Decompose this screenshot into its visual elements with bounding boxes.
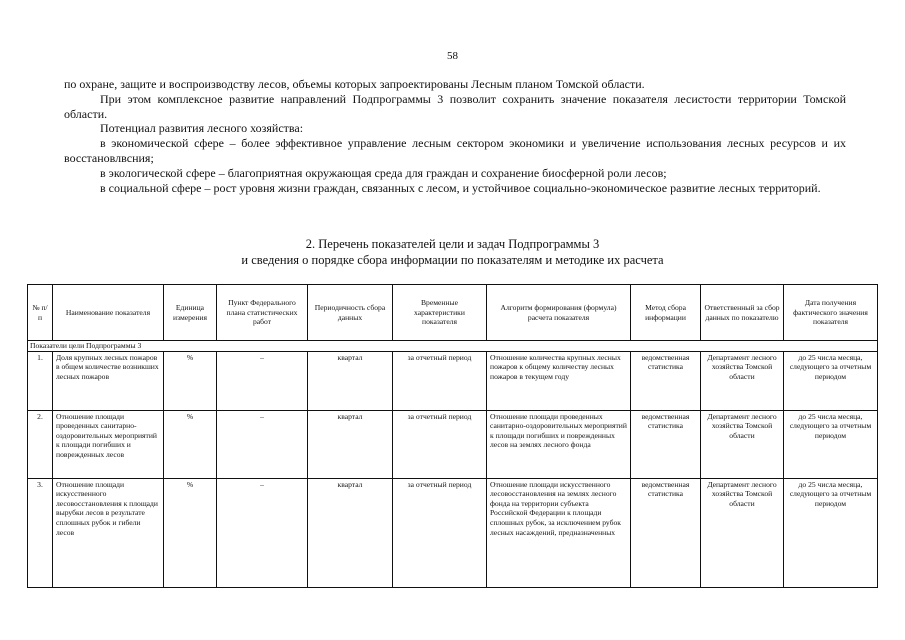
section-title-line-2: и сведения о порядке сбора информации по показателям и методике их расчета [241,253,664,267]
cell-number: 3. [28,478,53,587]
cell-name: Отношение площади искусственного лесовосстановления к площади вырубки лесов в результате сплошных рубок и гибели лесов [53,478,164,587]
cell-number: 1. [28,351,53,410]
column-header: Периодичность сбора данных [308,285,393,341]
cell-unit: % [164,478,217,587]
cell-name: Доля крупных лесных пожаров в общем количестве возникших лесных пожаров [53,351,164,410]
cell-algorithm: Отношение площади проведенных санитарно-оздоровительных мероприятий к площади погибших и поврежденных лесов на землях лесного фонда [487,410,631,478]
section-title [0,236,905,268]
paragraph: Потенциал развития лесного хозяйства: [100,121,304,136]
table-row [28,478,878,587]
cell-number: 2. [28,410,53,478]
cell-periodicity: квартал [308,410,393,478]
column-header: Наименование показателя [53,285,164,341]
cell-date: до 25 числа месяца, следующего за отчетным периодом [784,478,878,587]
cell-time-characteristic: за отчетный период [393,410,487,478]
column-header: № п/п [28,285,53,341]
cell-unit: % [164,410,217,478]
cell-name: Отношение площади проведенных санитарно-оздоровительных мероприятий к площади погибших и поврежденных лесов [53,410,164,478]
column-header: Алгоритм формирования (формула) расчета показателя [487,285,631,341]
cell-periodicity: квартал [308,351,393,410]
page-number: 58 [447,50,458,62]
cell-responsible: Департамент лесного хозяйства Томской области [701,351,784,410]
table-header-row [28,285,878,341]
paragraph: При этом комплексное развитие направлений Подпрограммы 3 позволит сохранить значение показателя лесистости территории Томской области. [64,91,846,121]
cell-unit: % [164,351,217,410]
cell-periodicity: квартал [308,478,393,587]
body-text [64,77,846,195]
cell-plan-item: – [217,478,308,587]
cell-method: ведомственная статистика [631,351,701,410]
paragraph: в социальной сфере – рост уровня жизни граждан, связанных с лесом, и устойчивое социально-экономическое развитие лесных территорий. [100,180,821,195]
column-header: Временные характеристики показателя [393,285,487,341]
table-row [28,351,878,410]
cell-date: до 25 числа месяца, следующего за отчетным периодом [784,351,878,410]
column-header: Пункт Федерального плана статистических работ [217,285,308,341]
cell-method: ведомственная статистика [631,478,701,587]
cell-plan-item: – [217,410,308,478]
cell-algorithm: Отношение количества крупных лесных пожаров к общему количеству лесных пожаров в текущем году [487,351,631,410]
cell-time-characteristic: за отчетный период [393,478,487,587]
cell-responsible: Департамент лесного хозяйства Томской области [701,478,784,587]
paragraph: по охране, защите и воспроизводству лесов, объемы которых запроектированы Лесным планом Томской области. [64,77,645,91]
cell-algorithm: Отношение площади искусственного лесовосстановления на землях лесного фонда на территории субъекта Российской Федерации к площади сплошных рубок, за исключением рубок лесных насаждений, предназначенных [487,478,631,587]
cell-plan-item: – [217,351,308,410]
cell-date: до 25 числа месяца, следующего за отчетным периодом [784,410,878,478]
table-row [28,410,878,478]
section-label: Показатели цели Подпрограммы 3 [28,341,878,352]
column-header: Единица измерения [164,285,217,341]
cell-responsible: Департамент лесного хозяйства Томской области [701,410,784,478]
column-header: Ответственный за сбор данных по показателю [701,285,784,341]
cell-method: ведомственная статистика [631,410,701,478]
column-header: Дата получения фактического значения показателя [784,285,878,341]
paragraph: в экологической сфере – благоприятная окружающая среда для граждан и сохранение биосферной роли лесов; [100,165,667,180]
indicators-table [27,284,878,588]
paragraph: в экономической сфере – более эффективное управление лесным сектором экономики и увеличение использования лесных ресурсов и их восстановлвсния; [64,136,846,165]
section-title-line-1: 2. Перечень показателей цели и задач Подпрограммы 3 [305,237,600,251]
column-header: Метод сбора информации [631,285,701,341]
table-section-row [28,341,878,352]
cell-time-characteristic: за отчетный период [393,351,487,410]
